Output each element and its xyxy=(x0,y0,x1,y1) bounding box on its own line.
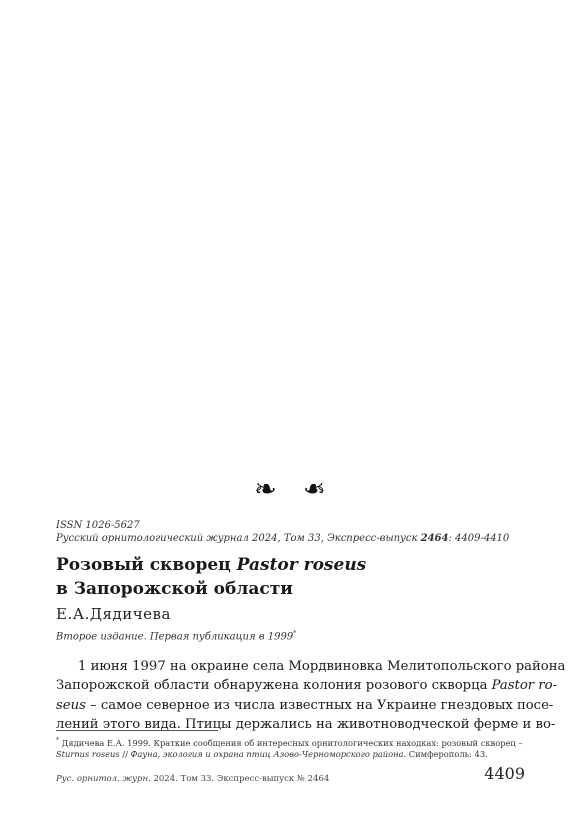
author: Е.А.Дядичева xyxy=(56,605,171,623)
footnote-separator: // xyxy=(119,749,131,760)
fleuron-right-icon: ❧ xyxy=(297,474,326,505)
species-name: Pastor ro- xyxy=(491,678,557,694)
body-line-1: 1 июня 1997 на окраине села Мордвиновка Мелитопольского района xyxy=(78,659,566,674)
page-footer xyxy=(56,774,329,784)
footer-journal: Рус. орнитол. журн. xyxy=(56,774,151,784)
body-line-2 xyxy=(56,676,557,695)
footnote-mark: * xyxy=(56,737,59,744)
footnote-rule xyxy=(56,730,218,731)
page-number: 4409 xyxy=(484,764,525,783)
ornament-divider xyxy=(0,474,580,505)
article-body xyxy=(56,657,566,734)
footnote-text-1: Дядичева Е.А. 1999. Краткие сообщения об интересных орнитологических находках: розовый скворец – xyxy=(59,737,523,748)
title-species: Pastor roseus xyxy=(236,555,367,575)
article-title-line2: в Запорожской области xyxy=(56,579,293,599)
title-text: Розовый скворец xyxy=(56,555,237,575)
issue-number: 2464 xyxy=(420,533,449,544)
footer-details: 2024. Том 33. Экспресс-выпуск № 2464 xyxy=(150,774,330,784)
journal-citation xyxy=(56,533,509,544)
article-title-line1 xyxy=(56,555,366,575)
body-line-2-text: Запорожской области обнаружена колония розового скворца xyxy=(56,678,492,694)
footnote-line-1 xyxy=(56,735,526,749)
fleuron-left-icon: ❧ xyxy=(254,474,283,505)
issn: ISSN 1026-5627 xyxy=(56,520,140,531)
footnote-marker: * xyxy=(293,630,297,637)
edition-text: Второе издание. Первая публикация в 1999 xyxy=(56,631,294,643)
edition-note xyxy=(56,630,296,642)
body-line-3-text: – самое северное из числа известных на Украине гнездовых посе- xyxy=(85,697,554,713)
journal-name: Русский орнитологический журнал 2024, Том 33, Экспресс-выпуск xyxy=(56,533,421,544)
page-range: : 4409-4410 xyxy=(448,533,510,544)
footnote-text-2: . Симферополь: 43. xyxy=(403,749,488,760)
footnote-species: Sturnus roseus xyxy=(56,749,120,760)
footnote xyxy=(56,735,526,761)
footnote-source: Фауна, экология и охрана птиц Азово-Черноморского района xyxy=(130,749,404,760)
body-line-4: лений этого вида. Птицы держались на животноводческой ферме и во- xyxy=(56,716,556,732)
body-line-3 xyxy=(56,696,554,715)
footnote-line-2 xyxy=(56,749,526,761)
species-name-cont: seus xyxy=(56,697,86,713)
